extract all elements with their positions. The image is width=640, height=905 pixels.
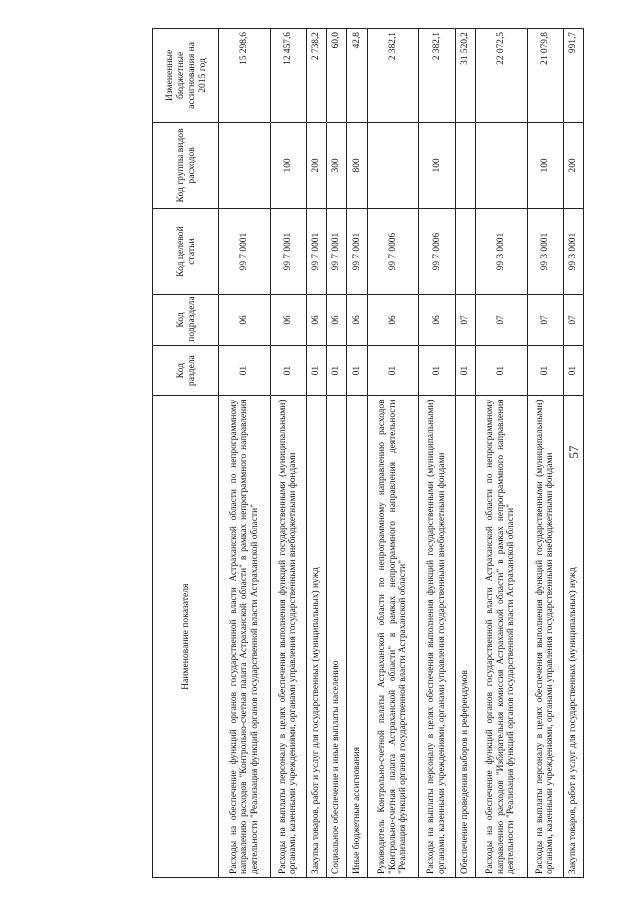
row-amount: 2 738,2	[306, 29, 326, 123]
row-expense-group: 200	[563, 122, 583, 208]
row-expense-group: 100	[419, 122, 455, 208]
row-article: 99 7 0001	[270, 208, 306, 294]
row-subsection: 07	[563, 295, 583, 346]
row-expense-group	[367, 122, 419, 208]
row-article: 99 3 0001	[527, 208, 563, 294]
header-amount: Измененные бюджетные ассигнования на 2015 год	[153, 29, 219, 123]
row-subsection: 06	[306, 295, 326, 346]
row-name: Обеспечение проведения выборов и референдумов	[455, 396, 475, 878]
row-expense-group: 200	[306, 122, 326, 208]
table-row	[455, 29, 475, 878]
row-name: Расходы на выплаты персоналу в целях обеспечения выполнения функций государственными (муниципальными) органами, казенными учреждениями, органами управления государственными внебюджетными фондами	[527, 396, 563, 878]
table-header-row	[153, 29, 219, 878]
table-row	[367, 29, 419, 878]
budget-table	[152, 28, 584, 878]
row-expense-group	[455, 122, 475, 208]
row-subsection: 06	[270, 295, 306, 346]
row-name: Руководитель Контрольно-счетной палаты Астраханской области по непрограммному направлению расходов "Контрольно-счетная палата Астраханской области" в рамках непрограммного направления деятельности "Реализация функций органов государственной власти Астраханской области"	[367, 396, 419, 878]
row-amount: 2 382,1	[367, 29, 419, 123]
table-row	[563, 29, 583, 878]
row-article: 99 7 0001	[219, 208, 271, 294]
row-name: Расходы на обеспечение функций органов государственной власти Астраханской области по непрограммному направлению расходов "Контрольно-счетная палата Астраханской области" в рамках непрограммного направления деятельности "Реализация функций органов государственной власти Астраханской области"	[219, 396, 271, 878]
table-row	[419, 29, 455, 878]
table-row	[475, 29, 527, 878]
row-article	[455, 208, 475, 294]
row-expense-group: 800	[347, 122, 367, 208]
row-article: 99 3 0001	[563, 208, 583, 294]
row-section: 01	[455, 345, 475, 396]
row-name: Закупка товаров, работ и услуг для государственных (муниципальных) нужд	[563, 396, 583, 878]
row-name: Социальное обеспечение и иные выплаты населению	[327, 396, 347, 878]
table-row	[219, 29, 271, 878]
row-amount: 60,0	[327, 29, 347, 123]
row-subsection: 06	[219, 295, 271, 346]
row-subsection: 06	[367, 295, 419, 346]
row-name: Расходы на обеспечение функций органов государственной власти Астраханской области по непрограммному направлению расходов "Избирательная комиссия Астраханской области" в рамках непрограммного направления деятельности "Реализация функций органов государственной власти Астраханской области"	[475, 396, 527, 878]
row-section: 01	[270, 345, 306, 396]
row-article: 99 7 0001	[327, 208, 347, 294]
row-section: 01	[527, 345, 563, 396]
table-body	[219, 29, 584, 878]
row-article: 99 7 0006	[367, 208, 419, 294]
row-section: 01	[563, 345, 583, 396]
row-subsection: 06	[347, 295, 367, 346]
row-amount: 31 520,2	[455, 29, 475, 123]
row-section: 01	[419, 345, 455, 396]
table-row	[347, 29, 367, 878]
row-expense-group: 100	[270, 122, 306, 208]
row-expense-group: 300	[327, 122, 347, 208]
row-subsection: 07	[527, 295, 563, 346]
row-amount: 12 457,6	[270, 29, 306, 123]
row-section: 01	[367, 345, 419, 396]
row-subsection: 07	[475, 295, 527, 346]
header-expense-group: Код группы видов расходов	[153, 122, 219, 208]
row-article: 99 7 0001	[347, 208, 367, 294]
budget-table-rotated	[152, 28, 584, 878]
row-section: 01	[327, 345, 347, 396]
row-amount: 21 079,8	[527, 29, 563, 123]
row-section: 01	[306, 345, 326, 396]
row-amount: 991,7	[563, 29, 583, 123]
row-subsection: 06	[327, 295, 347, 346]
row-article: 99 7 0006	[419, 208, 455, 294]
header-subsection: Код подраздела	[153, 295, 219, 346]
row-subsection: 06	[419, 295, 455, 346]
row-name: Расходы на выплаты персоналу в целях обеспечения выполнения функций государственными (муниципальными) органами, казенными учреждениями, органами управления государственными внебюджетными фондами	[270, 396, 306, 878]
row-name: Иные бюджетные ассигнования	[347, 396, 367, 878]
row-amount: 42,8	[347, 29, 367, 123]
row-section: 01	[475, 345, 527, 396]
table-row	[270, 29, 306, 878]
row-amount: 2 382,1	[419, 29, 455, 123]
row-amount: 15 298,6	[219, 29, 271, 123]
row-subsection: 07	[455, 295, 475, 346]
row-name: Расходы на выплаты персоналу в целях обеспечения выполнения функций государственными (муниципальными) органами, казенными учреждениями, органами управления государственными внебюджетными фондами	[419, 396, 455, 878]
page-number: 57	[566, 445, 581, 459]
header-name: Наименование показателя	[153, 396, 219, 878]
row-expense-group	[219, 122, 271, 208]
table-row	[306, 29, 326, 878]
header-article: Код целевой статьи	[153, 208, 219, 294]
row-section: 01	[347, 345, 367, 396]
row-expense-group: 100	[527, 122, 563, 208]
row-expense-group	[475, 122, 527, 208]
table-row	[327, 29, 347, 878]
row-article: 99 3 0001	[475, 208, 527, 294]
header-section: Код раздела	[153, 345, 219, 396]
budget-table-viewport	[152, 28, 584, 878]
row-amount: 22 072,5	[475, 29, 527, 123]
table-row	[527, 29, 563, 878]
row-name: Закупка товаров, работ и услуг для государственных (муниципальных) нужд	[306, 396, 326, 878]
row-article: 99 7 0001	[306, 208, 326, 294]
row-section: 01	[219, 345, 271, 396]
